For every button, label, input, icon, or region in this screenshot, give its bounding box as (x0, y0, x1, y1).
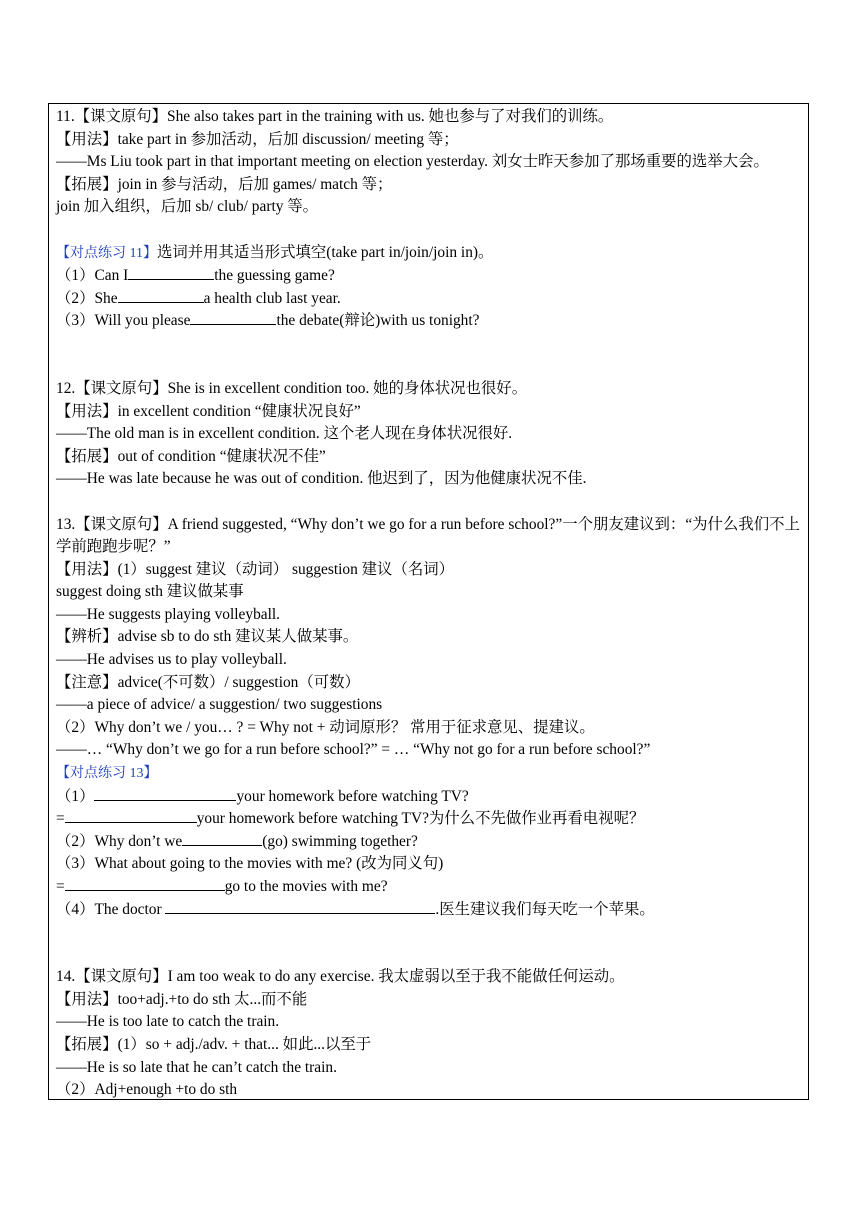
q2-text: （2）She (56, 289, 118, 307)
item12-example1: ——The old man is in excellent condition. 这个老人现在身体状况很好. (56, 425, 513, 443)
p3b-text: = (56, 878, 65, 895)
p1b-text-end: your homework before watching TV?为什么不先做作业再看电视呢？ (196, 810, 645, 828)
item11-original: 11.【课文原句】She also takes part in the training with us. 她也参与了对我们的训练。 (56, 108, 614, 125)
item11-usage: 【用法】take part in 参加活动，后加 discussion/ meeting 等； (56, 130, 459, 148)
answer-blank[interactable] (118, 288, 204, 303)
item14-example2: ——He is so late that he can’t catch the train. (56, 1058, 337, 1076)
p1b-text: = (56, 810, 65, 828)
answer-blank[interactable] (165, 899, 435, 914)
item13-example1: ——He suggests playing volleyball. (56, 605, 280, 623)
item13-usage2: （2）Why don’t we / you… ? = Why not + 动词原形？ 常用于征求意见、提建议。 (56, 718, 595, 736)
item13-note: 【注意】advice(不可数）/ suggestion（可数） (56, 673, 360, 691)
item14-extend: 【拓展】(1）so + adj./adv. + that... 如此...以至于 (56, 1035, 372, 1053)
item12-original: 12.【课文原句】She is in excellent condition too. 她的身体状况也很好。 (56, 379, 528, 397)
item13-diff: 【辨析】advise sb to do sth 建议某人做某事。 (56, 628, 359, 646)
item13-practice-heading (56, 762, 808, 786)
p4-text: （4）The doctor (56, 900, 166, 918)
item13-example3: ——a piece of advice/ a suggestion/ two suggestions (56, 696, 383, 714)
item11-extend2: join 加入组织，后加 sb/ club/ party 等。 (56, 198, 319, 216)
practice-tag: 【对点练习 13】 (56, 766, 158, 782)
item13-p1 (56, 786, 808, 809)
item14-usage: 【用法】too+adj.+to do sth 太...而不能 (56, 990, 308, 1008)
item13-usage1b: suggest doing sth 建议做某事 (56, 583, 244, 601)
item11-example: ——Ms Liu took part in that important meeting on election yesterday. 刘女士昨天参加了那场重要的选举大会。 (56, 153, 769, 171)
answer-blank[interactable] (94, 786, 236, 801)
answer-blank[interactable] (182, 831, 262, 846)
q1-text-end: the guessing game? (214, 267, 335, 285)
item11-q3 (56, 310, 808, 333)
item13-example2: ——He advises us to play volleyball. (56, 651, 287, 669)
q3-text-end: the debate(辩论)with us tonight? (276, 312, 480, 330)
item13-p1b (56, 808, 808, 831)
p2-text: （2）Why don’t we (56, 832, 183, 850)
practice-tag: 【对点练习 11】 (56, 245, 157, 261)
item11-q2 (56, 288, 808, 311)
q3-text: （3）Will you please (56, 312, 191, 330)
worksheet-content (56, 106, 808, 1102)
p2-text-end: (go) swimming together? (262, 832, 418, 850)
practice-instruction: 选词并用其适当形式填空(take part in/join/join in)。 (156, 243, 494, 261)
item14-original: 14.【课文原句】I am too weak to do any exercise. 我太虚弱以至于我不能做任何运动。 (56, 968, 625, 986)
item13-usage1: 【用法】(1）suggest 建议（动词） suggestion 建议（名词） (56, 560, 455, 578)
item12-example2: ——He was late because he was out of condition. 他迟到了，因为他健康状况不佳. (56, 470, 587, 488)
q1-text: （1）Can I (56, 267, 129, 285)
item13-p3b (56, 876, 808, 899)
answer-blank[interactable] (128, 265, 214, 280)
item12-usage: 【用法】in excellent condition “健康状况良好” (56, 402, 361, 420)
p1-text: （1） (56, 787, 95, 805)
item13-p4 (56, 899, 808, 922)
p4-text-end: .医生建议我们每天吃一个苹果。 (435, 900, 655, 918)
item13-p2 (56, 831, 808, 854)
item14-extend2: （2）Adj+enough +to do sth (56, 1081, 238, 1099)
item11-q1 (56, 265, 808, 288)
item13-original: 13.【课文原句】A friend suggested, “Why don’t we go for a run before school?”一个朋友建议到：“为什么我们不上学前跑跑步呢？” (56, 515, 800, 556)
item13-example4: ——… “Why don’t we go for a run before school?” = … “Why not go for a run before school?” (56, 741, 651, 759)
p3b-text-end: go to the movies with me? (224, 878, 388, 895)
item11-extend1: 【拓展】join in 参与活动，后加 games/ match 等； (56, 175, 393, 193)
answer-blank[interactable] (65, 876, 225, 891)
item14-example1: ——He is too late to catch the train. (56, 1013, 280, 1031)
item13-p3: （3）What about going to the movies with me? (改为同义句) (56, 855, 444, 873)
q2-text-end: a health club last year. (203, 289, 341, 307)
item12-extend: 【拓展】out of condition “健康状况不佳” (56, 447, 326, 465)
p1-text-end: your homework before watching TV? (236, 787, 469, 805)
answer-blank[interactable] (65, 808, 197, 823)
answer-blank[interactable] (190, 310, 276, 325)
item11-practice-heading (56, 242, 808, 266)
